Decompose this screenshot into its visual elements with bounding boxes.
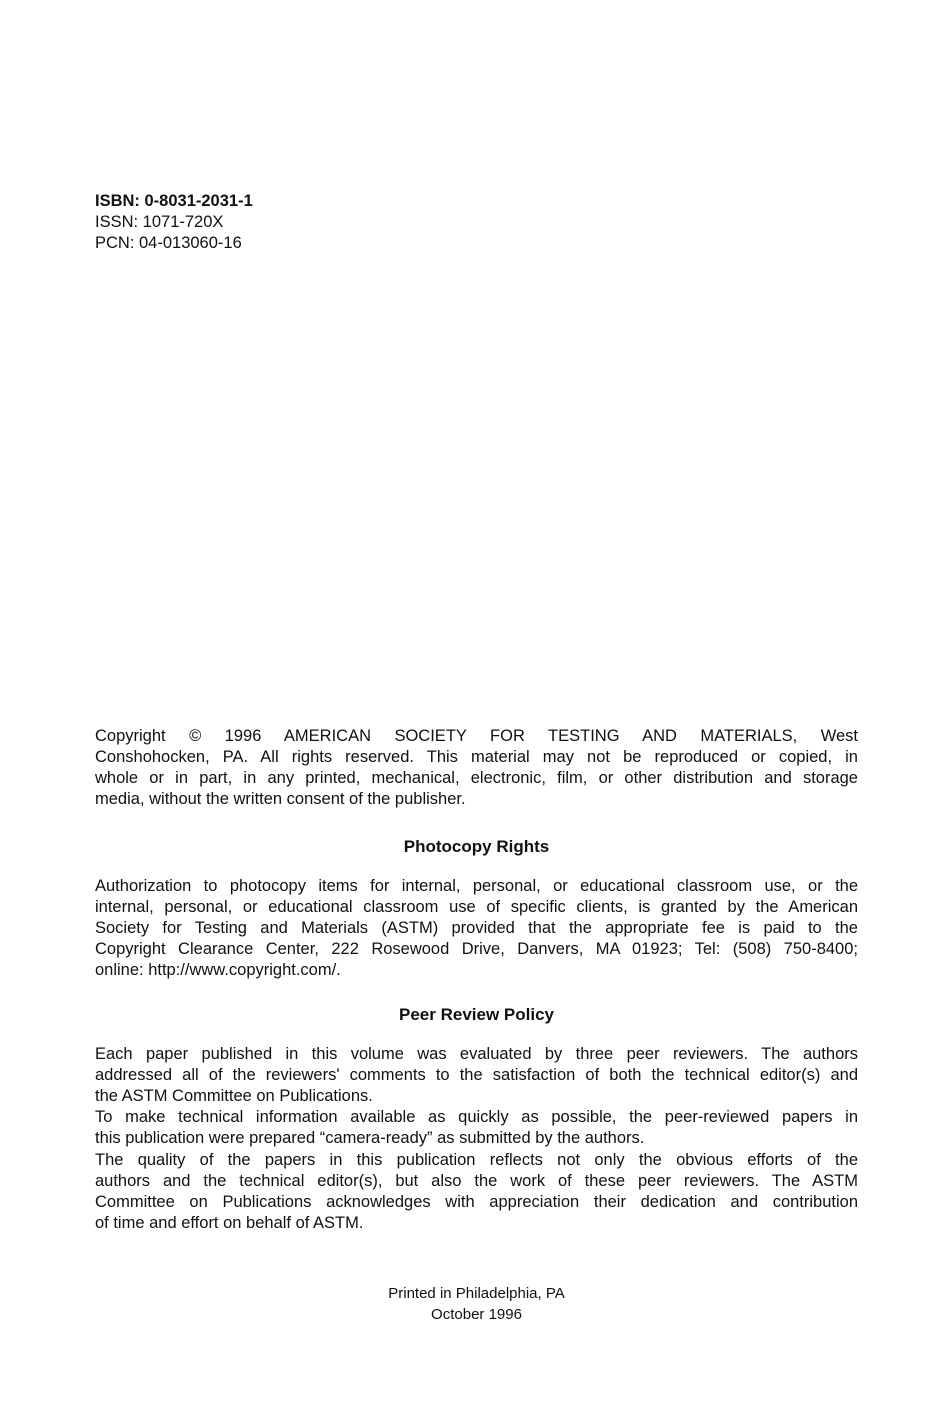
peer-review-line: the ASTM Committee on Publications. xyxy=(95,1087,373,1105)
peer-review-line: To make technical information available as quickly as possible, the peer-reviewed papers in xyxy=(95,1108,858,1126)
printing-info xyxy=(95,1283,858,1325)
pcn-line: PCN: 04-013060-16 xyxy=(95,234,242,252)
photocopy-rights-heading: Photocopy Rights xyxy=(403,837,550,856)
peer-review-heading: Peer Review Policy xyxy=(399,1005,554,1024)
isbn-line: ISBN: 0-8031-2031-1 xyxy=(95,192,253,210)
peer-review-line: this publication were prepared “camera-ready” as submitted by the authors. xyxy=(95,1129,645,1147)
issn-line: ISSN: 1071-720X xyxy=(95,213,224,231)
peer-review-line: addressed all of the reviewers' comments to the satisfaction of both the technical editor(s) and xyxy=(95,1066,858,1084)
peer-review-paragraph-3 xyxy=(95,1150,858,1234)
photocopy-line: Authorization to photocopy items for internal, personal, or educational classroom use, or the xyxy=(95,877,858,895)
photocopy-line: Society for Testing and Materials (ASTM) provided that the appropriate fee is paid to the xyxy=(95,919,858,937)
peer-review-line: Committee on Publications acknowledges with appreciation their dedication and contribution xyxy=(95,1193,858,1211)
peer-review-line: of time and effort on behalf of ASTM. xyxy=(95,1214,364,1232)
copyright-line: Copyright © 1996 AMERICAN SOCIETY FOR TESTING AND MATERIALS, West xyxy=(95,727,858,745)
photocopy-line: online: http://www.copyright.com/. xyxy=(95,961,341,979)
copyright-paragraph xyxy=(95,726,858,810)
copyright-line: whole or in part, in any printed, mechanical, electronic, film, or other distribution and storage xyxy=(95,769,858,787)
photocopy-line: internal, personal, or educational classroom use of specific clients, is granted by the American xyxy=(95,898,858,916)
printed-in-line: Printed in Philadelphia, PA xyxy=(388,1285,565,1302)
peer-review-line: Each paper published in this volume was evaluated by three peer reviewers. The authors xyxy=(95,1045,858,1063)
photocopy-line: Copyright Clearance Center, 222 Rosewood Drive, Danvers, MA 01923; Tel: (508) 750-8400; xyxy=(95,940,858,958)
copyright-line: Conshohocken, PA. All rights reserved. This material may not be reproduced or copied, in xyxy=(95,748,858,766)
peer-review-paragraph-2 xyxy=(95,1107,858,1149)
peer-review-line: The quality of the papers in this publication reflects not only the obvious efforts of the xyxy=(95,1151,858,1169)
copyright-line: media, without the written consent of the publisher. xyxy=(95,790,466,808)
peer-review-paragraph-1 xyxy=(95,1044,858,1107)
identifiers-block xyxy=(95,191,253,254)
print-date-line: October 1996 xyxy=(431,1306,522,1323)
photocopy-paragraph xyxy=(95,876,858,981)
peer-review-line: authors and the technical editor(s), but also the work of these peer reviewers. The ASTM xyxy=(95,1172,858,1190)
